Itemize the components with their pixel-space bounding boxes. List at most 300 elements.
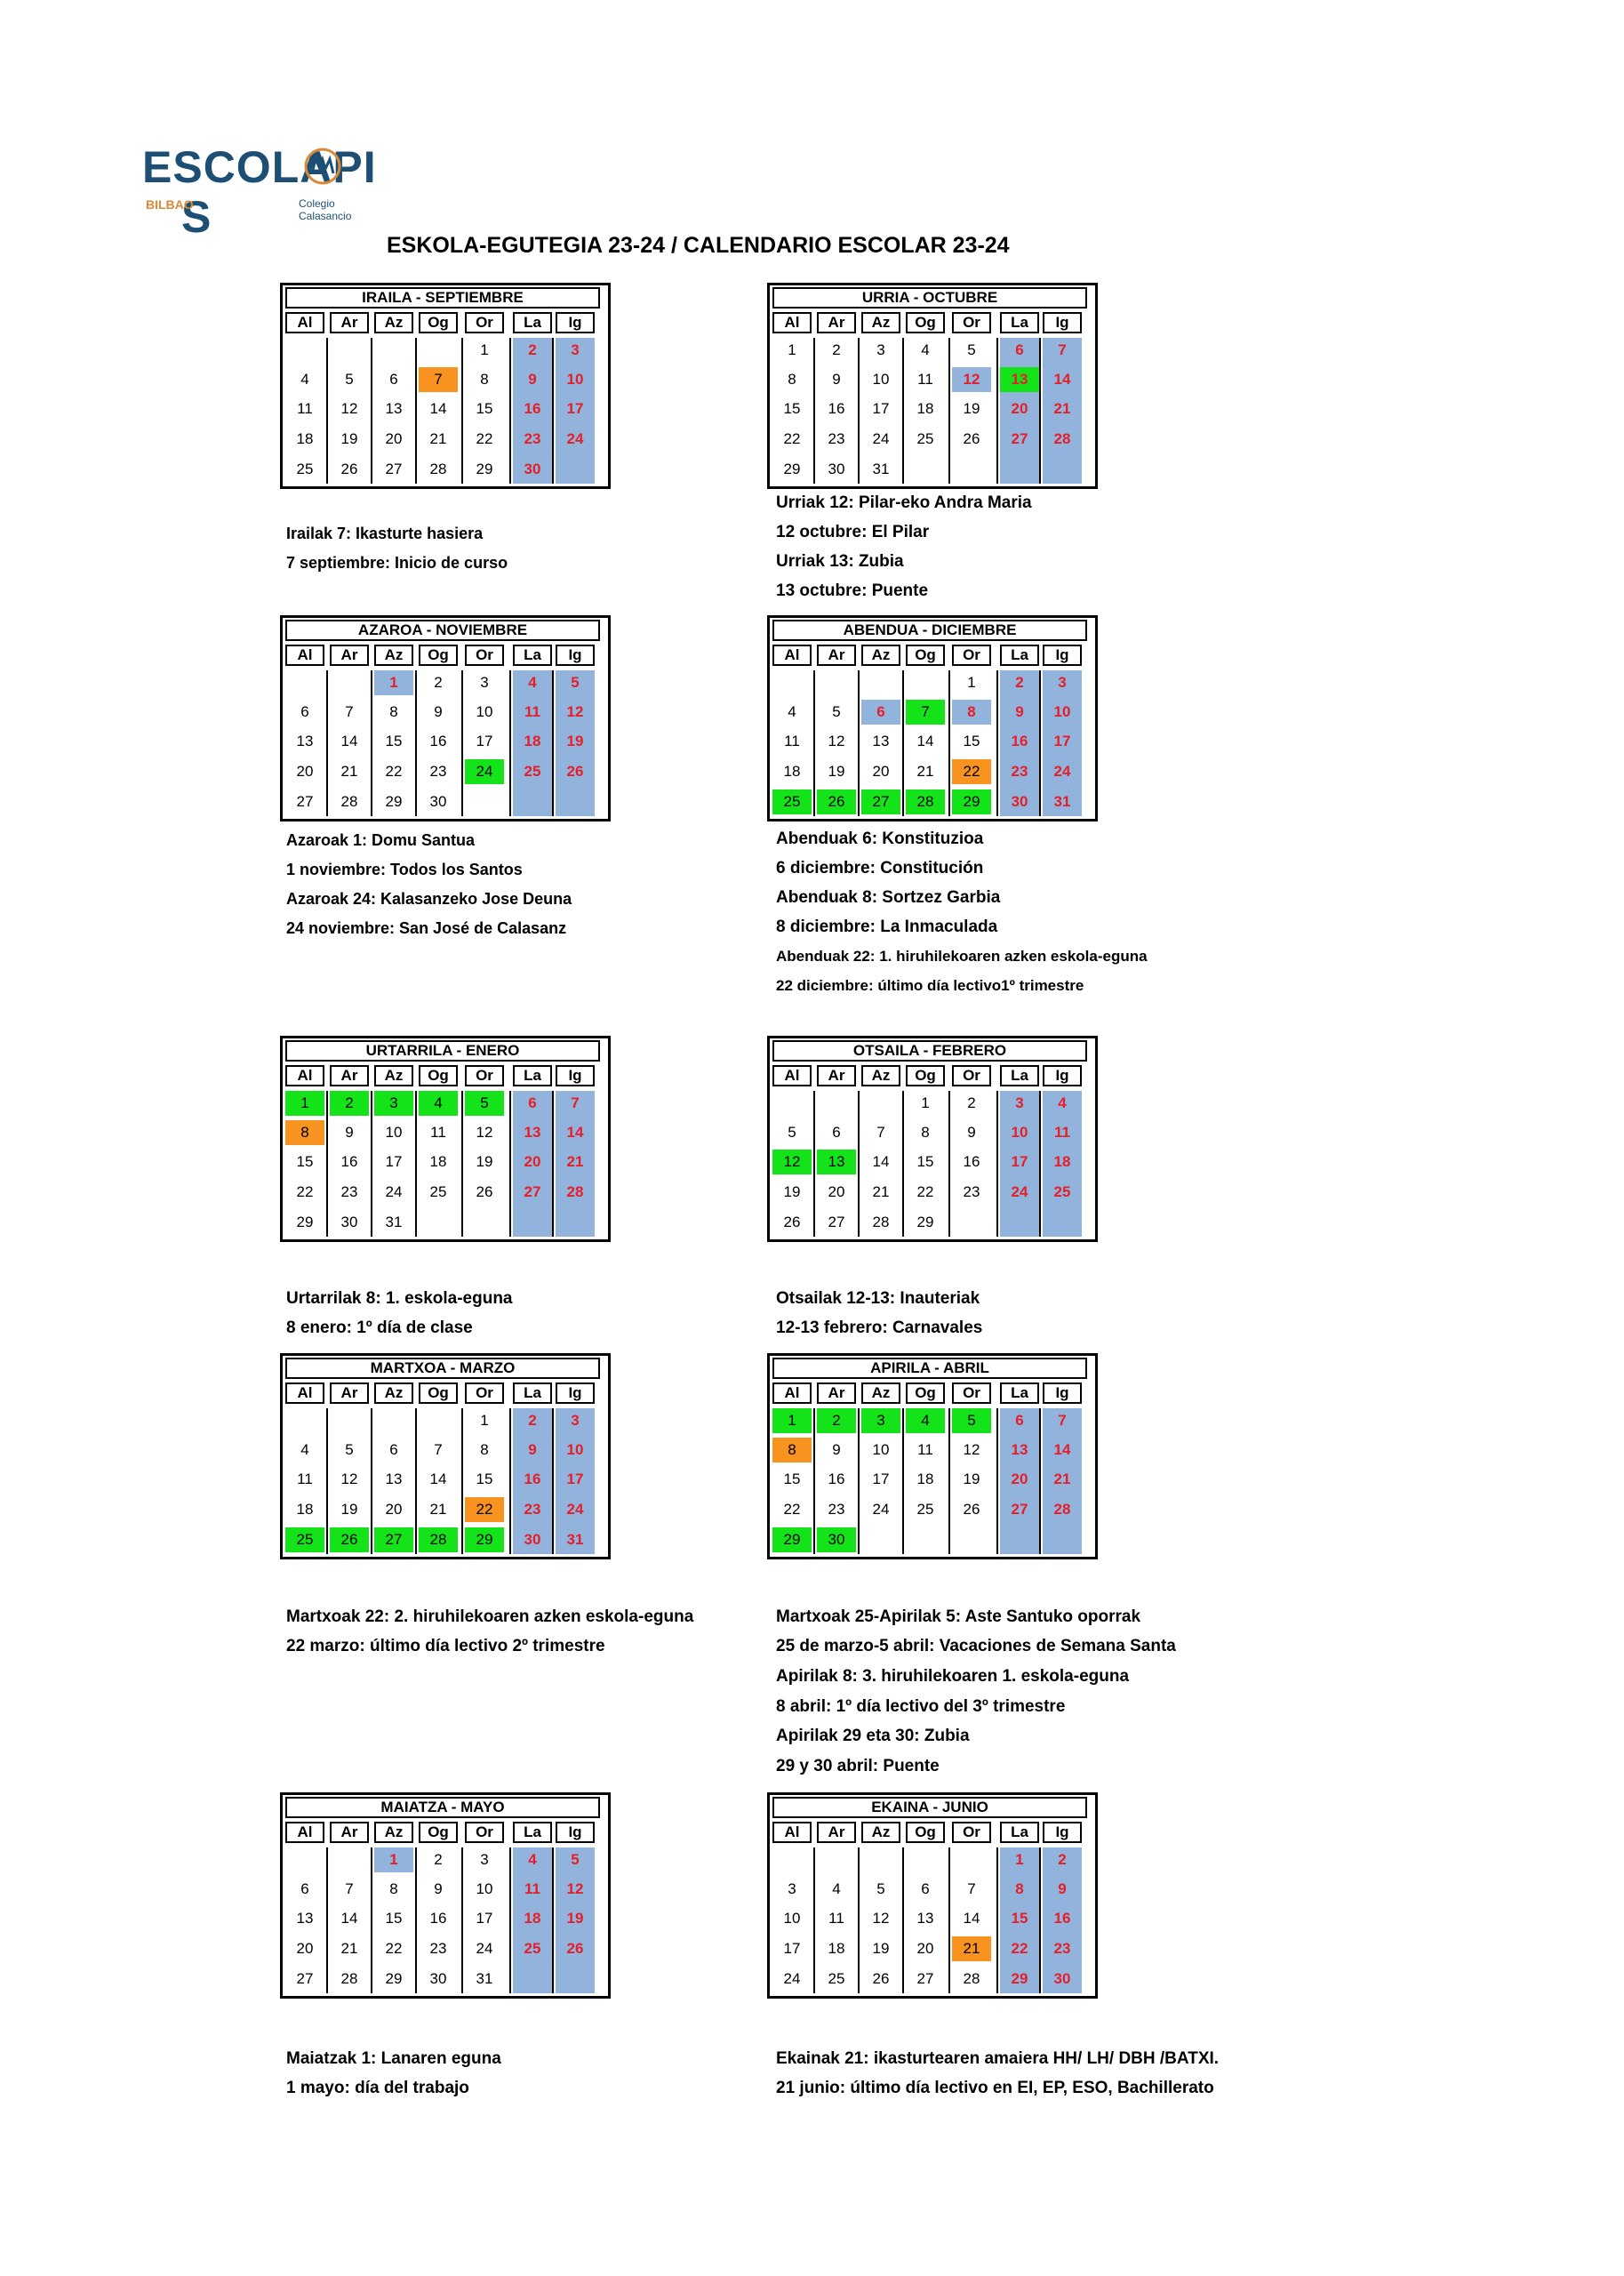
- day-cell: 3: [480, 674, 489, 691]
- day-cell: 7: [1058, 1412, 1067, 1429]
- day-cell: 7: [906, 700, 945, 725]
- day-cell: 18: [916, 1471, 934, 1487]
- day-cell: 1: [788, 341, 796, 358]
- day-cell: 3: [571, 1412, 580, 1429]
- day-cell: 1: [480, 1412, 489, 1429]
- weekday-header: Og: [906, 312, 945, 333]
- note-may-2: 1 mayo: día del trabajo: [286, 2079, 469, 2097]
- day-cell: 1: [374, 1847, 413, 1872]
- weekday-header: Al: [285, 312, 324, 333]
- day-cell: 9: [528, 371, 537, 388]
- day-cell: 19: [476, 1153, 493, 1170]
- day-cell: 8: [788, 371, 796, 388]
- day-cell: 12: [828, 733, 845, 749]
- weekday-header: Ar: [330, 312, 369, 333]
- day-cell: 23: [828, 430, 845, 447]
- day-cell: 17: [872, 1471, 890, 1487]
- day-cell: 6: [1015, 1412, 1024, 1429]
- day-cell: 19: [340, 430, 358, 447]
- day-cell: 22: [916, 1183, 934, 1200]
- day-cell: 6: [300, 703, 309, 720]
- note-nov-2: 1 noviembre: Todos los Santos: [286, 861, 523, 878]
- note-jun-1: Ekainak 21: ikasturtearen amaiera HH/ LH/ DBH /BATXI.: [776, 2049, 1220, 2068]
- day-cell: 15: [476, 400, 493, 417]
- day-cell: 19: [828, 763, 845, 780]
- day-cell: 1: [1015, 1851, 1024, 1868]
- day-cell: 23: [524, 430, 541, 447]
- weekday-header: La: [1000, 1065, 1039, 1086]
- day-cell: 9: [345, 1124, 354, 1141]
- day-cell: 31: [872, 461, 890, 477]
- weekday-header: Az: [861, 1382, 900, 1404]
- day-cell: 26: [340, 461, 358, 477]
- day-cell: 13: [296, 1910, 314, 1927]
- day-cell: 16: [429, 733, 447, 749]
- day-cell: 13: [385, 400, 403, 417]
- day-cell: 7: [434, 1441, 443, 1458]
- day-cell: 31: [566, 1531, 584, 1548]
- day-cell: 4: [300, 1441, 309, 1458]
- day-cell: 18: [296, 1501, 314, 1518]
- weekday-header: Or: [952, 1822, 991, 1843]
- day-cell: 26: [566, 763, 584, 780]
- day-cell: 14: [429, 400, 447, 417]
- note-apr-2: 25 de marzo-5 abril: Vacaciones de Semana Santa: [776, 1637, 1176, 1655]
- day-cell: 9: [832, 1441, 841, 1458]
- day-cell: 11: [784, 733, 800, 749]
- day-cell: 8: [772, 1438, 812, 1463]
- day-cell: 17: [872, 400, 890, 417]
- day-cell: 26: [963, 1501, 980, 1518]
- day-cell: 15: [916, 1153, 934, 1170]
- day-cell: 8: [921, 1124, 930, 1141]
- day-cell: 22: [476, 430, 493, 447]
- weekday-header: Ar: [817, 645, 856, 666]
- note-mar-1: Martxoak 22: 2. hiruhilekoaren azken eskola-eguna: [286, 1607, 694, 1626]
- weekday-header: Ig: [1043, 645, 1082, 666]
- day-cell: 17: [385, 1153, 403, 1170]
- day-cell: 29: [296, 1214, 314, 1230]
- month-calendar: [767, 615, 1098, 821]
- day-cell: 12: [772, 1150, 812, 1174]
- day-cell: 5: [876, 1880, 885, 1897]
- day-cell: 14: [340, 733, 358, 749]
- day-cell: 8: [1015, 1880, 1024, 1897]
- day-cell: 12: [952, 367, 991, 392]
- day-cell: 7: [876, 1124, 885, 1141]
- day-cell: 18: [783, 763, 801, 780]
- day-cell: 26: [872, 1970, 890, 1987]
- day-cell: 22: [783, 430, 801, 447]
- day-cell: 9: [967, 1124, 976, 1141]
- weekday-header: Or: [952, 1382, 991, 1404]
- note-apr-6: 29 y 30 abril: Puente: [776, 1757, 940, 1775]
- day-cell: 4: [300, 371, 309, 388]
- day-cell: 19: [566, 733, 584, 749]
- day-cell: 10: [872, 371, 890, 388]
- month-title: MAIATZA - MAYO: [285, 1797, 600, 1818]
- day-cell: 11: [917, 371, 933, 388]
- note-apr-1: Martxoak 25-Apirilak 5: Aste Santuko oporrak: [776, 1607, 1141, 1626]
- day-cell: 23: [1053, 1940, 1071, 1957]
- day-cell: 12: [340, 400, 358, 417]
- day-cell: 5: [345, 371, 354, 388]
- day-cell: 20: [296, 1940, 314, 1957]
- day-cell: 9: [832, 371, 841, 388]
- day-cell: 12: [963, 1441, 980, 1458]
- day-cell: 10: [476, 703, 493, 720]
- day-cell: 29: [465, 1527, 504, 1552]
- day-cell: 14: [340, 1910, 358, 1927]
- day-cell: 4: [1058, 1094, 1067, 1111]
- day-cell: 7: [345, 1880, 354, 1897]
- day-cell: 5: [571, 674, 580, 691]
- day-cell: 25: [296, 461, 314, 477]
- day-cell: 28: [1053, 430, 1071, 447]
- weekday-header: Ar: [817, 312, 856, 333]
- day-cell: 16: [524, 400, 541, 417]
- day-cell: 28: [429, 461, 447, 477]
- weekday-header: Ig: [556, 645, 595, 666]
- day-cell: 20: [1011, 400, 1028, 417]
- day-cell: 3: [1015, 1094, 1024, 1111]
- day-cell: 16: [524, 1471, 541, 1487]
- day-cell: 9: [434, 703, 443, 720]
- day-cell: 4: [788, 703, 796, 720]
- day-cell: 29: [916, 1214, 934, 1230]
- day-cell: 6: [861, 700, 900, 725]
- day-cell: 10: [783, 1910, 801, 1927]
- day-cell: 2: [832, 341, 841, 358]
- day-cell: 12: [340, 1471, 358, 1487]
- day-cell: 11: [524, 1880, 540, 1897]
- weekday-header: Az: [374, 645, 413, 666]
- note-dec-6: 22 diciembre: último día lectivo1º trimestre: [776, 977, 1084, 994]
- month-calendar: [767, 1353, 1098, 1559]
- day-cell: 15: [1011, 1910, 1028, 1927]
- day-cell: 19: [783, 1183, 801, 1200]
- month-calendar: [280, 283, 611, 489]
- weekday-header: Ar: [817, 1065, 856, 1086]
- day-cell: 30: [524, 1531, 541, 1548]
- day-cell: 6: [1015, 341, 1024, 358]
- day-cell: 1: [772, 1408, 812, 1433]
- day-cell: 19: [872, 1940, 890, 1957]
- weekday-header: Ig: [1043, 1065, 1082, 1086]
- month-calendar: [280, 1353, 611, 1559]
- weekday-header: Og: [906, 645, 945, 666]
- day-cell: 20: [385, 1501, 403, 1518]
- month-title: APIRILA - ABRIL: [772, 1358, 1087, 1379]
- day-cell: 21: [1053, 1471, 1071, 1487]
- day-cell: 15: [385, 1910, 403, 1927]
- day-cell: 18: [828, 1940, 845, 1957]
- day-cell: 29: [783, 461, 801, 477]
- weekday-header: Og: [419, 1065, 458, 1086]
- weekday-header: La: [513, 645, 552, 666]
- day-cell: 21: [429, 1501, 447, 1518]
- weekday-header: Or: [952, 312, 991, 333]
- day-cell: 5: [788, 1124, 796, 1141]
- weekday-header: Or: [952, 1065, 991, 1086]
- day-cell: 25: [524, 1940, 541, 1957]
- day-cell: 11: [297, 400, 313, 417]
- day-cell: 4: [906, 1408, 945, 1433]
- weekday-header: La: [1000, 1382, 1039, 1404]
- weekday-header: Ig: [1043, 312, 1082, 333]
- day-cell: 28: [906, 789, 945, 814]
- day-cell: 11: [917, 1441, 933, 1458]
- weekday-header: La: [1000, 1822, 1039, 1843]
- day-cell: 13: [296, 733, 314, 749]
- weekday-header: Al: [285, 1065, 324, 1086]
- day-cell: 13: [524, 1124, 541, 1141]
- day-cell: 9: [434, 1880, 443, 1897]
- weekday-header: Ar: [330, 1822, 369, 1843]
- weekday-header: Og: [419, 1822, 458, 1843]
- logo-city: BILBAO: [146, 197, 194, 212]
- day-cell: 24: [385, 1183, 403, 1200]
- day-cell: 9: [1058, 1880, 1067, 1897]
- weekday-header: La: [513, 1822, 552, 1843]
- day-cell: 10: [872, 1441, 890, 1458]
- month-title: OTSAILA - FEBRERO: [772, 1040, 1087, 1062]
- day-cell: 17: [566, 1471, 584, 1487]
- day-cell: 18: [429, 1153, 447, 1170]
- month-title: URTARRILA - ENERO: [285, 1040, 600, 1062]
- day-cell: 11: [524, 703, 540, 720]
- day-cell: 16: [828, 400, 845, 417]
- note-nov-1: Azaroak 1: Domu Santua: [286, 831, 476, 849]
- day-cell: 4: [528, 674, 537, 691]
- day-cell: 22: [465, 1497, 504, 1522]
- day-cell: 22: [952, 759, 991, 784]
- day-cell: 29: [385, 1970, 403, 1987]
- day-cell: 29: [476, 461, 493, 477]
- day-cell: 21: [340, 763, 358, 780]
- day-cell: 14: [566, 1124, 584, 1141]
- day-cell: 19: [340, 1501, 358, 1518]
- day-cell: 10: [476, 1880, 493, 1897]
- day-cell: 8: [389, 703, 398, 720]
- month-calendar: [767, 1792, 1098, 1999]
- day-cell: 18: [916, 400, 934, 417]
- day-cell: 14: [872, 1153, 890, 1170]
- day-cell: 30: [429, 1970, 447, 1987]
- weekday-header: Ar: [817, 1822, 856, 1843]
- weekday-header: Og: [419, 1382, 458, 1404]
- note-nov-3: Azaroak 24: Kalasanzeko Jose Deuna: [286, 890, 572, 908]
- note-jun-2: 21 junio: último día lectivo en EI, EP, ESO, Bachillerato: [776, 2079, 1214, 2097]
- weekday-header: Ar: [817, 1382, 856, 1404]
- day-cell: 23: [963, 1183, 980, 1200]
- month-title: EKAINA - JUNIO: [772, 1797, 1087, 1818]
- day-cell: 4: [832, 1880, 841, 1897]
- day-cell: 21: [872, 1183, 890, 1200]
- note-jan-1: Urtarrilak 8: 1. eskola-eguna: [286, 1289, 513, 1308]
- day-cell: 24: [872, 1501, 890, 1518]
- weekday-header: Az: [861, 1822, 900, 1843]
- day-cell: 27: [916, 1970, 934, 1987]
- logo-subtitle: Colegio Calasancio: [299, 197, 352, 222]
- day-cell: 16: [828, 1471, 845, 1487]
- note-oct-3: Urriak 13: Zubia: [776, 552, 904, 571]
- weekday-header: Og: [419, 645, 458, 666]
- day-cell: 7: [967, 1880, 976, 1897]
- day-cell: 25: [916, 1501, 934, 1518]
- weekday-header: Ar: [330, 1382, 369, 1404]
- weekday-header: Or: [465, 312, 504, 333]
- day-cell: 13: [872, 733, 890, 749]
- day-cell: 21: [1053, 400, 1071, 417]
- day-cell: 18: [524, 1910, 541, 1927]
- day-cell: 25: [429, 1183, 447, 1200]
- day-cell: 18: [524, 733, 541, 749]
- day-cell: 30: [817, 1527, 856, 1552]
- day-cell: 28: [1053, 1501, 1071, 1518]
- day-cell: 24: [1011, 1183, 1028, 1200]
- weekday-header: Og: [906, 1822, 945, 1843]
- day-cell: 23: [340, 1183, 358, 1200]
- day-cell: 3: [788, 1880, 796, 1897]
- note-dec-4: 8 diciembre: La Inmaculada: [776, 918, 998, 936]
- day-cell: 12: [566, 703, 584, 720]
- day-cell: 29: [385, 793, 403, 810]
- day-cell: 9: [528, 1441, 537, 1458]
- day-cell: 1: [480, 341, 489, 358]
- day-cell: 5: [345, 1441, 354, 1458]
- weekday-header: Or: [465, 1065, 504, 1086]
- note-sep-2: 7 septiembre: Inicio de curso: [286, 554, 508, 572]
- day-cell: 26: [566, 1940, 584, 1957]
- day-cell: 20: [828, 1183, 845, 1200]
- weekday-header: Ig: [556, 1065, 595, 1086]
- day-cell: 17: [1053, 733, 1071, 749]
- day-cell: 20: [385, 430, 403, 447]
- weekday-header: Al: [772, 645, 812, 666]
- day-cell: 2: [434, 1851, 443, 1868]
- day-cell: 8: [389, 1880, 398, 1897]
- day-cell: 10: [1053, 703, 1071, 720]
- weekday-header: Ar: [330, 645, 369, 666]
- day-cell: 21: [916, 763, 934, 780]
- logo-wordmark: ESCOLAPIS: [142, 142, 377, 242]
- day-cell: 2: [1015, 674, 1024, 691]
- day-cell: 24: [783, 1970, 801, 1987]
- day-cell: 16: [340, 1153, 358, 1170]
- day-cell: 16: [1053, 1910, 1071, 1927]
- day-cell: 27: [1011, 430, 1028, 447]
- note-oct-4: 13 octubre: Puente: [776, 581, 929, 600]
- note-dec-2: 6 diciembre: Constitución: [776, 859, 984, 878]
- note-apr-3: Apirilak 8: 3. hiruhilekoaren 1. eskola-eguna: [776, 1667, 1130, 1686]
- day-cell: 24: [566, 1501, 584, 1518]
- weekday-header: Ig: [556, 1382, 595, 1404]
- weekday-header: Or: [952, 645, 991, 666]
- note-nov-4: 24 noviembre: San José de Calasanz: [286, 919, 567, 937]
- day-cell: 28: [566, 1183, 584, 1200]
- day-cell: 28: [963, 1970, 980, 1987]
- day-cell: 8: [480, 1441, 489, 1458]
- day-cell: 7: [1058, 341, 1067, 358]
- day-cell: 2: [528, 1412, 537, 1429]
- day-cell: 31: [476, 1970, 493, 1987]
- day-cell: 2: [330, 1091, 369, 1116]
- day-cell: 18: [1053, 1153, 1071, 1170]
- weekday-header: Al: [772, 1065, 812, 1086]
- note-dec-1: Abenduak 6: Konstituzioa: [776, 829, 984, 848]
- day-cell: 28: [340, 793, 358, 810]
- day-cell: 26: [476, 1183, 493, 1200]
- weekday-header: Og: [419, 312, 458, 333]
- day-cell: 12: [566, 1880, 584, 1897]
- day-cell: 4: [419, 1091, 458, 1116]
- day-cell: 22: [783, 1501, 801, 1518]
- weekday-header: Az: [861, 645, 900, 666]
- weekday-header: La: [513, 1382, 552, 1404]
- note-apr-4: 8 abril: 1º día lectivo del 3º trimestre: [776, 1697, 1066, 1716]
- school-logo: [142, 142, 377, 242]
- weekday-header: Ig: [1043, 1382, 1082, 1404]
- month-title: URRIA - OCTUBRE: [772, 287, 1087, 309]
- note-feb-1: Otsailak 12-13: Inauteriak: [776, 1289, 980, 1308]
- day-cell: 17: [1011, 1153, 1028, 1170]
- day-cell: 11: [828, 1910, 844, 1927]
- month-title: MARTXOA - MARZO: [285, 1358, 600, 1379]
- day-cell: 25: [828, 1970, 845, 1987]
- month-calendar: [767, 1036, 1098, 1242]
- weekday-header: Az: [374, 1822, 413, 1843]
- day-cell: 11: [297, 1471, 313, 1487]
- note-apr-5: Apirilak 29 eta 30: Zubia: [776, 1727, 970, 1745]
- day-cell: 3: [571, 341, 580, 358]
- weekday-header: La: [513, 312, 552, 333]
- weekday-header: Al: [772, 1382, 812, 1404]
- day-cell: 18: [296, 430, 314, 447]
- day-cell: 6: [528, 1094, 537, 1111]
- day-cell: 21: [340, 1940, 358, 1957]
- day-cell: 22: [385, 763, 403, 780]
- logo-seal-icon: [304, 148, 341, 185]
- day-cell: 6: [300, 1880, 309, 1897]
- day-cell: 1: [921, 1094, 930, 1111]
- day-cell: 27: [296, 793, 314, 810]
- month-calendar: [280, 1036, 611, 1242]
- day-cell: 6: [832, 1124, 841, 1141]
- weekday-header: Az: [374, 1065, 413, 1086]
- day-cell: 29: [1011, 1970, 1028, 1987]
- day-cell: 25: [1053, 1183, 1071, 1200]
- day-cell: 3: [480, 1851, 489, 1868]
- month-calendar: [280, 1792, 611, 1999]
- day-cell: 4: [528, 1851, 537, 1868]
- weekday-header: Og: [906, 1382, 945, 1404]
- day-cell: 15: [783, 400, 801, 417]
- weekday-header: Az: [374, 1382, 413, 1404]
- day-cell: 21: [566, 1153, 584, 1170]
- month-calendar: [767, 283, 1098, 489]
- note-may-1: Maiatzak 1: Lanaren eguna: [286, 2049, 501, 2068]
- day-cell: 22: [1011, 1940, 1028, 1957]
- day-cell: 31: [1053, 793, 1071, 810]
- note-dec-5: Abenduak 22: 1. hiruhilekoaren azken eskola-eguna: [776, 948, 1148, 965]
- day-cell: 26: [783, 1214, 801, 1230]
- day-cell: 24: [566, 430, 584, 447]
- day-cell: 22: [296, 1183, 314, 1200]
- day-cell: 30: [1053, 1970, 1071, 1987]
- day-cell: 14: [1053, 371, 1071, 388]
- weekday-header: La: [1000, 645, 1039, 666]
